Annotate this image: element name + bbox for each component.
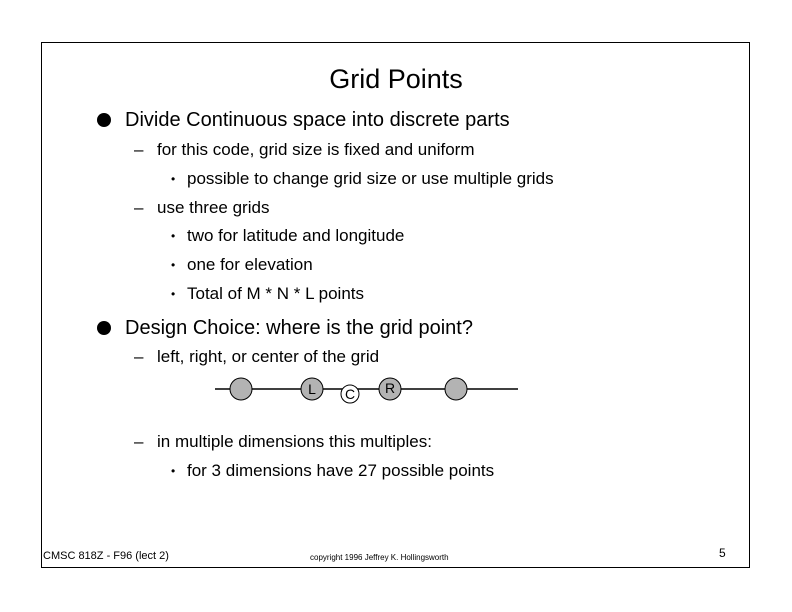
- grid-point-diagram: [210, 374, 530, 408]
- dot-icon: •: [171, 258, 176, 272]
- dash-icon: –: [134, 140, 144, 159]
- bullet-dot-icon: [97, 113, 111, 127]
- dot-icon: •: [171, 172, 176, 186]
- sub-bullet-1-2: use three grids: [157, 198, 270, 217]
- sub-bullet-1-1: for this code, grid size is fixed and uniform: [157, 140, 475, 159]
- sub-bullet-2-2: in multiple dimensions this multiples:: [157, 432, 432, 451]
- bullet-1: Divide Continuous space into discrete parts: [125, 109, 510, 131]
- dash-icon: –: [134, 432, 144, 451]
- dash-icon: –: [134, 347, 144, 366]
- dash-icon: –: [134, 198, 144, 217]
- bullet-dot-icon: [97, 321, 111, 335]
- dot-icon: •: [171, 229, 176, 243]
- item-1-2-1: two for latitude and longitude: [187, 226, 405, 245]
- bullet-2: Design Choice: where is the grid point?: [125, 317, 473, 339]
- item-1-2-2: one for elevation: [187, 255, 313, 274]
- dot-icon: •: [171, 464, 176, 478]
- footer-course: CMSC 818Z - F96 (lect 2): [43, 550, 169, 562]
- item-1-2-3: Total of M * N * L points: [187, 284, 365, 303]
- page-number: 5: [719, 546, 726, 560]
- label-left: L: [308, 381, 316, 397]
- sub-bullet-2-1: left, right, or center of the grid: [157, 347, 380, 366]
- footer-copyright: copyright 1996 Jeffrey K. Hollingsworth: [310, 553, 449, 562]
- label-right: R: [384, 380, 396, 396]
- dot-icon: •: [171, 287, 176, 301]
- slide-title: Grid Points: [329, 64, 463, 94]
- grid-node: [230, 378, 252, 400]
- grid-node: [445, 378, 467, 400]
- item-1-1-1: possible to change grid size or use multiple grids: [187, 169, 554, 188]
- label-center: C: [344, 386, 356, 402]
- item-2-2-1: for 3 dimensions have 27 possible points: [187, 461, 495, 480]
